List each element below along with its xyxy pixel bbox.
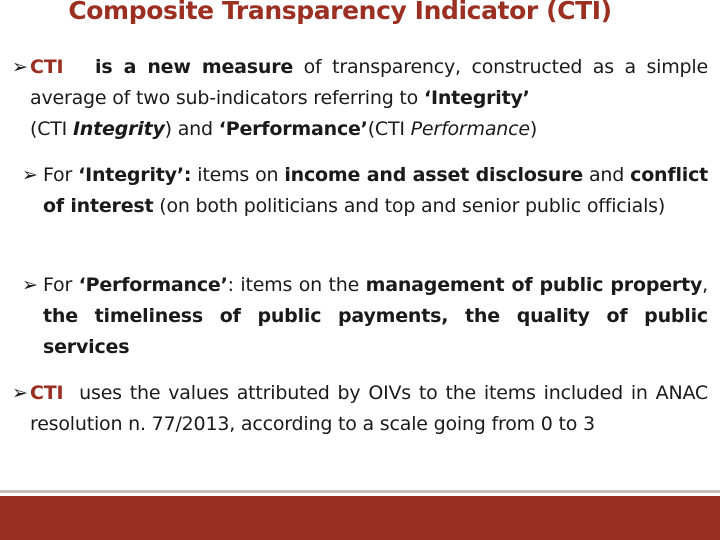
cti-label: CTI [30, 56, 64, 78]
bullet-3: ➢ For ‘Performance’: items on the management of public property, the timeliness of public payments, the quality of public services [22, 270, 708, 363]
bullet-2: ➢ For ‘Integrity’: items on income and asset disclosure and conflict of interest (on both politicians and top and senior public officials) [22, 160, 708, 222]
footer-bar [0, 496, 720, 540]
bullet-4: ➢ CTI uses the values attributed by OIVs to the items included in ANAC resolution n. 77/2013, according to a scale going from 0 to 3 [12, 378, 708, 440]
footer-divider [0, 490, 720, 493]
page-title: Composite Transparency Indicator (CTI) [68, 0, 612, 25]
arrow-bullet-icon: ➢ [22, 164, 38, 186]
arrow-bullet-icon: ➢ [12, 382, 28, 404]
bullet-1: ➢ CTI is a new measure of transparency, constructed as a simple average of two sub-indicators referring to ‘Integrity’ (CTI Integrity) and ‘Performance’(CTI Performance) [12, 52, 708, 145]
arrow-bullet-icon: ➢ [12, 56, 28, 78]
cti-label: CTI [30, 382, 64, 404]
arrow-bullet-icon: ➢ [22, 274, 38, 296]
